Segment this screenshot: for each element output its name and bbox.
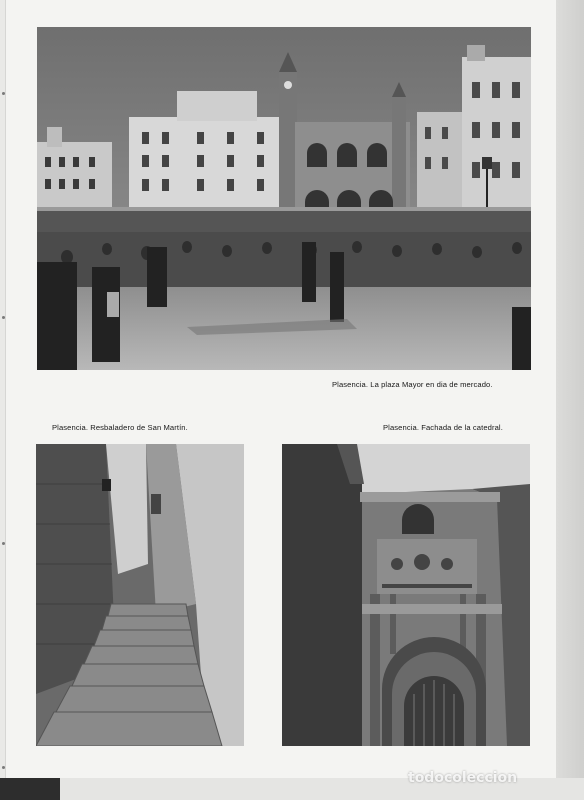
binding-hole [2, 542, 5, 545]
binding-hole [2, 316, 5, 319]
caption-cathedral: Plasencia. Fachada de la catedral. [383, 423, 503, 432]
photo-plaza-mayor-market [37, 27, 531, 370]
photo-resbaladero-san-martin [36, 444, 244, 746]
binding-hole [2, 92, 5, 95]
watermark-logo: todocoleccion [408, 770, 518, 786]
caption-resbaladero: Plasencia. Resbaladero de San Martín. [52, 423, 188, 432]
binding-hole [2, 766, 5, 769]
scan-edge [556, 0, 584, 800]
photo-cathedral-facade [282, 444, 530, 746]
caption-plaza-mayor: Plasencia. La plaza Mayor en dia de mercado. [332, 380, 493, 389]
